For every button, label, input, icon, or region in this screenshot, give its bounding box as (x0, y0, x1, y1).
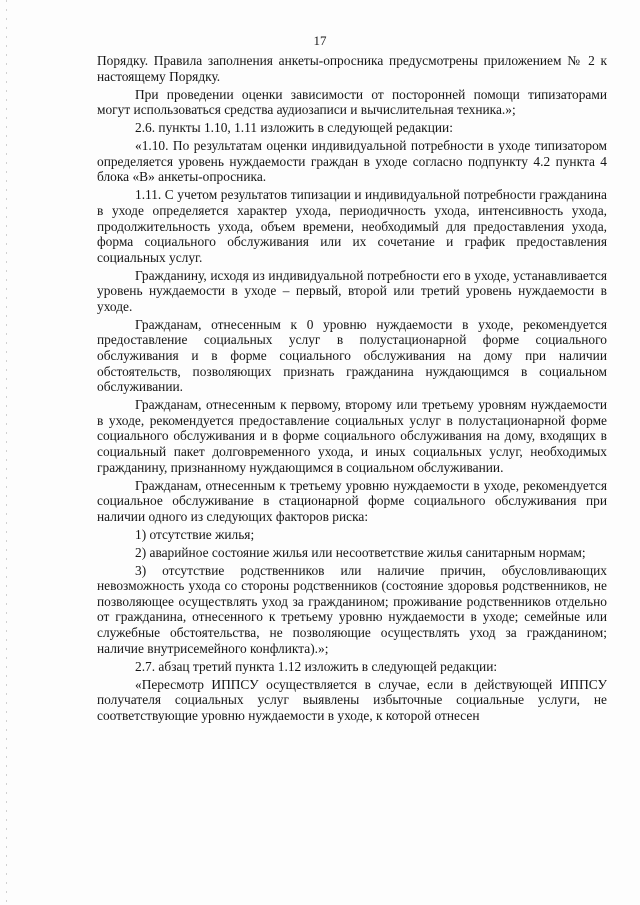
paragraph: Гражданам, отнесенным к первому, второму или третьему уровням нуждаемости в уходе, рекомендуется предоставление социальных услуг в полустационарной форме социального обслуживания и в форме социального обслуживания на дому, входящих в социальный пакет долговременного ухода, и иных социальных услуг, необходимых гражданину, признанному нуждающимся в социальном обслуживании. (97, 397, 607, 475)
list-item: 1) отсутствие жилья; (135, 526, 255, 542)
paragraph: «1.10. По результатам оценки индивидуальной потребности в уходе типизатором определяется уровень нуждаемости граждан в уходе согласно подпункту 4.2 пункта 4 блока «В» анкеты-опросника. (97, 138, 607, 185)
paragraph: Гражданину, исходя из индивидуальной потребности его в уходе, устанавливается уровень нуждаемости в уходе – первый, второй или третий уровень нуждаемости в уходе. (97, 267, 607, 314)
paragraph: 2.7. абзац третий пункта 1.12 изложить в следующей редакции: (135, 658, 498, 674)
paragraph: Порядку. Правила заполнения анкеты-опросника предусмотрены приложением № 2 к настоящему Порядку. (97, 53, 607, 84)
scan-edge-artifact (6, 0, 7, 905)
paragraph: При проведении оценки зависимости от посторонней помощи типизаторами могут использоваться средства аудиозаписи и вычислительная техника.»; (97, 86, 607, 118)
list-item: 3) отсутствие родственников или наличие причин, обусловливающих невозможность ухода со стороны родственников (состояние здоровья родственников, не позволяющее осуществлять уход за гражданином; проживание родственников отдельно от гражданина, отнесенного к третьему уровню нуждаемости в уходе; семейные или служебные обстоятельства, не позволяющие осуществлять уход за гражданином; наличие внутрисемейного конфликта).»; (97, 562, 607, 656)
document-body (97, 53, 607, 726)
paragraph: 2.6. пункты 1.10, 1.11 изложить в следующей редакции: (135, 120, 453, 136)
paragraph: Гражданам, отнесенным к 0 уровню нуждаемости в уходе, рекомендуется предоставление социальных услуг в полустационарной форме социального обслуживания и в форме социального обслуживания на дому при наличии обстоятельств, позволяющих признать гражданина нуждающимся в социальном обслуживании. (97, 316, 607, 395)
paragraph: Гражданам, отнесенным к третьему уровню нуждаемости в уходе, рекомендуется социальное обслуживание в стационарной форме социального обслуживания при наличии одного из следующих факторов риска: (97, 477, 607, 524)
list-item: 2) аварийное состояние жилья или несоответствие жилья санитарным нормам; (135, 544, 586, 560)
page-number: 17 (313, 33, 327, 48)
paragraph: 1.11. С учетом результатов типизации и индивидуальной потребности гражданина в уходе определяется характер ухода, периодичность ухода, интенсивность ухода, продолжительность ухода, объем времени, необходимый для предоставления ухода, форма социального обслуживания или их сочетание и график предоставления социальных услуг. (97, 187, 607, 265)
paragraph: «Пересмотр ИППСУ осуществляется в случае, если в действующей ИППСУ получателя социальных услуг выявлены избыточные социальные услуги, не соответствующие уровню нуждаемости в уходе, к которой отнесен (97, 676, 607, 723)
